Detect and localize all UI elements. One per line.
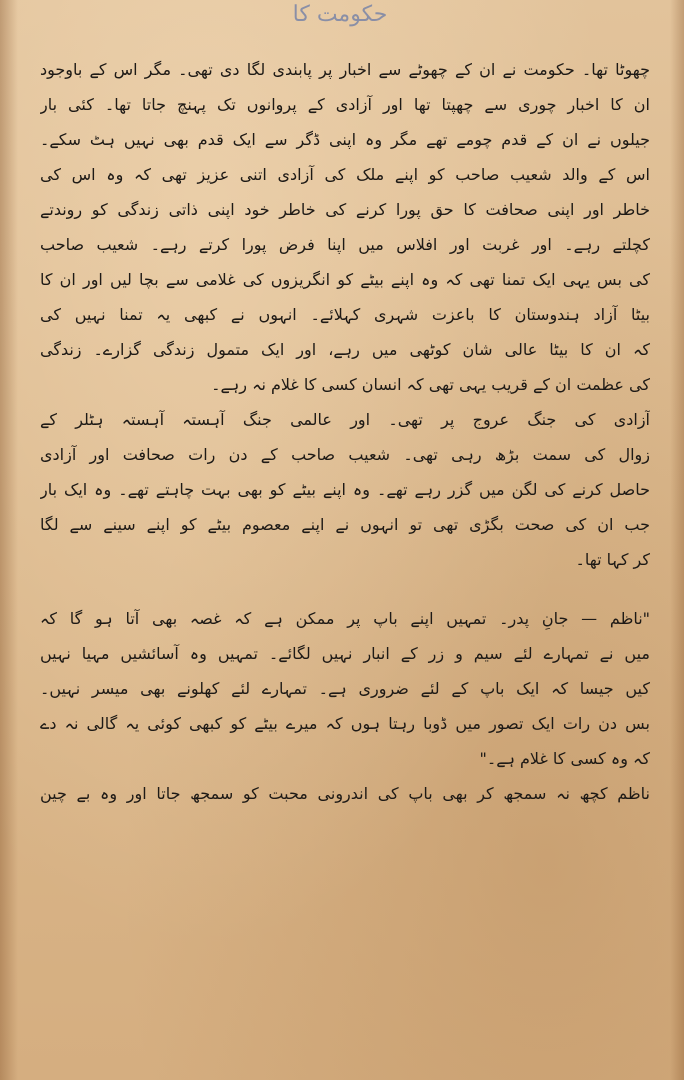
body-text <box>40 52 650 811</box>
handwritten-header-note: حکومت کا <box>292 2 388 27</box>
paragraph-1 <box>40 52 650 402</box>
text-line: حاصل کرنے کی لگن میں گزر رہے تھے۔ وہ اپنے بیٹے کو بھی بہت چاہتے تھے۔ وہ ایک بار <box>40 480 650 499</box>
text-line: کیں جیسا کہ ایک باپ کے لئے ضروری ہے۔ تمہارے لئے کھلونے بھی میسر نہیں۔ <box>40 679 650 698</box>
text-line: کی عظمت ان کے قریب یہی تھی کہ انسان کسی کا غلام نہ رہے۔ <box>211 375 650 394</box>
text-line: جب ان کی صحت بگڑی تھی تو انہوں نے اپنے معصوم بیٹے کو اپنے سینے سے لگا <box>40 515 650 534</box>
paragraph-2 <box>40 402 650 577</box>
text-line: بیٹا آزاد ہندوستان کا باعزت شہری کہلائے۔ انہوں نے کبھی یہ تمنا نہیں کی <box>40 305 650 324</box>
text-line: کہ ان کا بیٹا عالی شان کوٹھی میں رہے، اور ایک متمول زندگی گزارے۔ زندگی <box>40 340 650 359</box>
text-line: زوال کی سمت بڑھ رہی تھی۔ شعیب صاحب کے دن رات صحافت اور آزادی <box>40 445 650 464</box>
text-line: کی بس یہی ایک تمنا تھی کہ وہ اپنے بیٹے کو انگریزوں کی غلامی سے بچا لیں اور ان کا <box>40 270 650 289</box>
text-line: بس دن رات ایک تصور میں ڈوبا رہتا ہوں کہ میرے بیٹے کو کبھی کوئی یہ گالی نہ دے <box>40 714 650 733</box>
text-line: کہ وہ کسی کا غلام ہے۔" <box>479 749 650 768</box>
text-line: ناظم کچھ نہ سمجھ کر بھی باپ کی اندرونی محبت کو سمجھ جاتا اور وہ بے چین <box>40 784 650 803</box>
text-line: کچلتے رہے۔ اور غربت اور افلاس میں اپنا فرض پورا کرتے رہے۔ شعیب صاحب <box>40 235 650 254</box>
text-line: خاطر اور اپنی صحافت کا حق پورا کرنے کی خاطر خود اپنی ذاتی زندگی کو روندتے <box>40 200 650 219</box>
paragraph-3 <box>40 601 650 776</box>
text-line: کر کہا تھا۔ <box>575 550 650 569</box>
text-line: ان کا اخبار چوری سے چھپتا تھا اور آزادی کے پروانوں تک پہنچ جاتا تھا۔ کئی بار <box>40 95 650 114</box>
text-line: اس کے والد شعیب صاحب کو اپنے ملک کی آزادی اتنی عزیز تھی کہ وہ اس کی <box>40 165 650 184</box>
text-line: آزادی کی جنگ عروج پر تھی۔ اور عالمی جنگ آہستہ آہستہ ہٹلر کے <box>40 410 650 429</box>
text-line: "ناظم — جانِ پدر۔ تمہیں اپنے باپ پر ممکن ہے کہ غصہ بھی آتا ہو گا کہ <box>40 609 650 628</box>
paragraph-4 <box>40 776 650 811</box>
text-line: چھوٹا تھا۔ حکومت نے ان کے چھوٹے سے اخبار پر پابندی لگا دی تھی۔ مگر اس کے باوجود <box>40 60 650 79</box>
paragraph-spacer <box>40 577 650 601</box>
text-line: میں نے تمہارے لئے سیم و زر کے انبار نہیں لگائے۔ تمہیں وہ آسائشیں مہیا نہیں <box>40 644 650 663</box>
text-line: جیلوں نے ان کے قدم چومے تھے مگر وہ اپنی ڈگر سے ایک قدم بھی نہیں ہٹ سکے۔ <box>40 130 650 149</box>
